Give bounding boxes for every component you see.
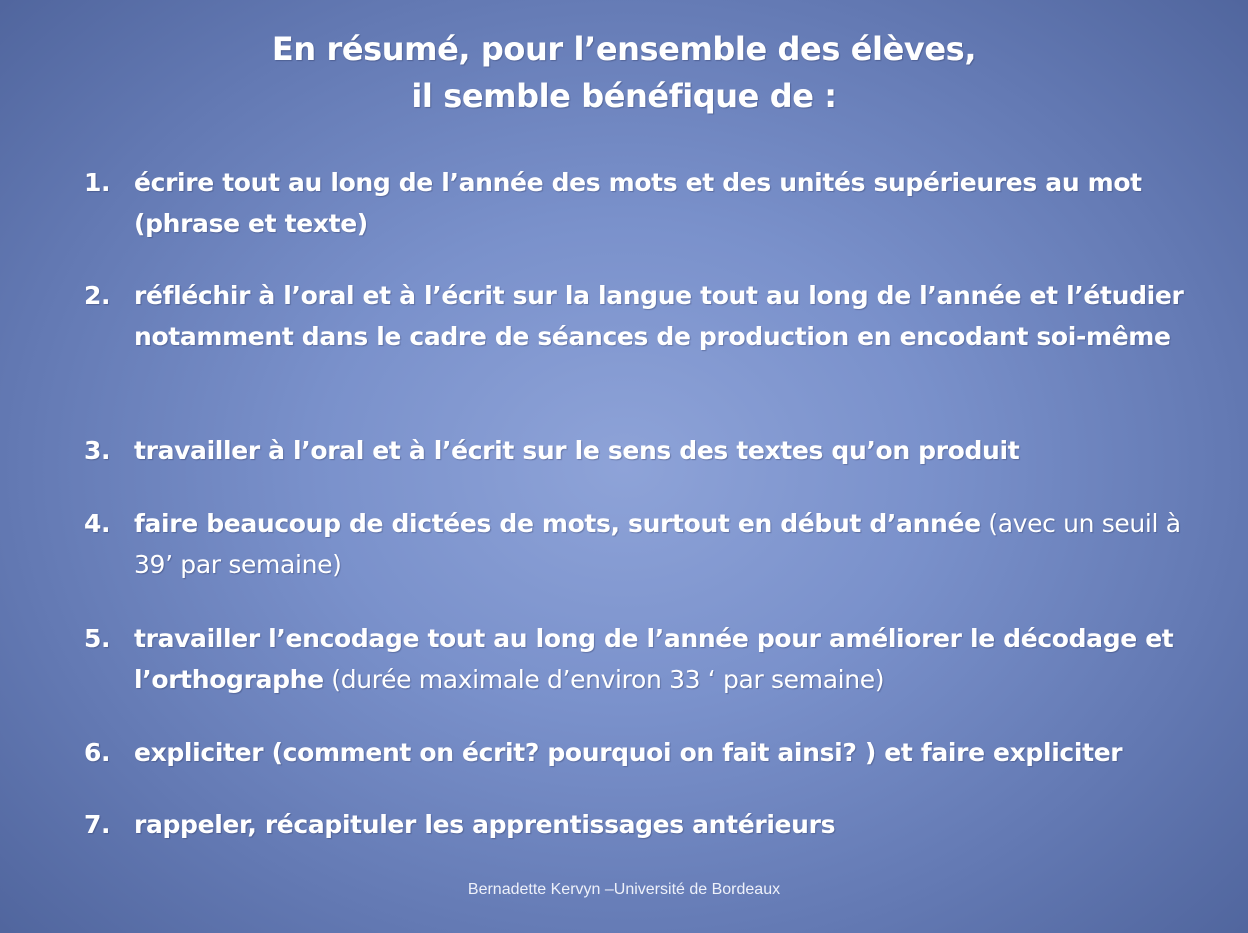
item-number: 5. bbox=[84, 624, 111, 653]
item-bold-text: rappeler, récapituler les apprentissages antérieurs bbox=[134, 810, 836, 839]
list-item-4 bbox=[84, 503, 1214, 585]
slide-footer: Bernadette Kervyn –Université de Bordeaux bbox=[467, 881, 781, 898]
item-bold-text: expliciter (comment on écrit? pourquoi on fait ainsi? ) et faire expliciter bbox=[134, 738, 1123, 767]
item-text bbox=[134, 732, 1214, 773]
list-item-1 bbox=[84, 162, 1214, 244]
title-line-1: En résumé, pour l’ensemble des élèves, bbox=[271, 30, 977, 68]
item-bold-text: travailler l’encodage tout au long de l’année pour améliorer le décodage et l’orthographe bbox=[134, 624, 1174, 694]
title-line-2: il semble bénéfique de : bbox=[411, 77, 837, 115]
item-text bbox=[134, 162, 1214, 244]
item-bold-text: écrire tout au long de l’année des mots et des unités supérieures au mot (phrase et texte) bbox=[134, 168, 1142, 238]
item-normal-text: (durée maximale d’environ 33 ‘ par semaine) bbox=[323, 665, 885, 694]
list-item-2 bbox=[84, 275, 1214, 357]
list-item-5 bbox=[84, 618, 1214, 700]
item-text bbox=[134, 275, 1214, 357]
item-text bbox=[134, 503, 1214, 585]
item-bold-text: faire beaucoup de dictées de mots, surtout en début d’année bbox=[134, 509, 981, 538]
list-item-6 bbox=[84, 732, 1214, 773]
item-normal-text: (avec un seuil à 39’ par semaine) bbox=[134, 509, 1181, 579]
slide-title bbox=[0, 26, 1248, 120]
item-number: 7. bbox=[84, 810, 111, 839]
item-text bbox=[134, 618, 1214, 700]
item-number: 3. bbox=[84, 436, 111, 465]
list-item-7 bbox=[84, 804, 1214, 845]
item-number: 1. bbox=[84, 168, 111, 197]
item-number: 4. bbox=[84, 509, 111, 538]
item-number: 6. bbox=[84, 738, 111, 767]
item-bold-text: réfléchir à l’oral et à l’écrit sur la langue tout au long de l’année et l’étudier notamment dans le cadre de séances de production en encodant soi-même bbox=[134, 281, 1184, 351]
item-number: 2. bbox=[84, 281, 111, 310]
item-bold-text: travailler à l’oral et à l’écrit sur le sens des textes qu’on produit bbox=[134, 436, 1020, 465]
item-text bbox=[134, 430, 1214, 471]
item-text bbox=[134, 804, 1214, 845]
list-item-3 bbox=[84, 430, 1214, 471]
